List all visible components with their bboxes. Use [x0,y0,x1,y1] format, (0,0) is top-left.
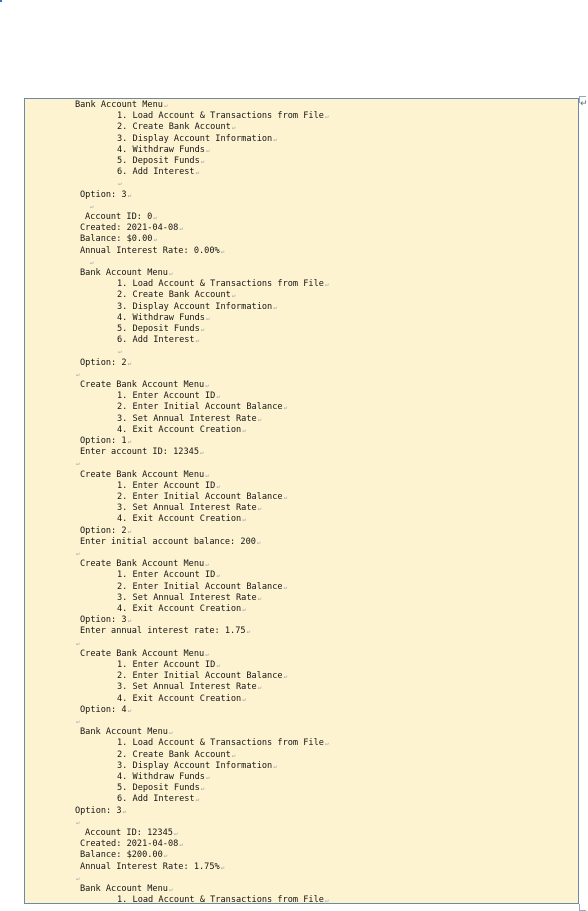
paragraph-mark-icon: ↵ [283,583,288,591]
console-line [117,290,235,301]
console-line-text: 2. Create Bank Account [117,290,231,301]
console-line-text: 3. Set Annual Interest Rate [117,592,257,603]
paragraph-mark-icon: ↵ [179,225,183,233]
console-line-text: 4. Exit Account Creation [117,604,242,614]
console-line-text: 4. Exit Account Creation [117,693,242,704]
paragraph-mark-icon: ↵ [168,886,173,893]
console-line-text: 3. Set Annual Interest Rate [117,503,257,514]
paragraph-mark-icon: ↵ [200,785,205,793]
console-line [117,761,277,772]
paragraph-mark-icon: ↵ [231,124,236,132]
paragraph-mark-icon: ↵ [195,796,200,804]
console-line-text: 3. Display Account Information [117,301,273,312]
paragraph-mark-icon: ↵ [216,572,220,580]
console-line-text: Option: 2 [80,357,127,368]
paragraph-mark-icon: ↵ [216,393,220,401]
console-line-text: 3. Display Account Information [117,760,273,771]
console-line [117,582,287,593]
paragraph-mark-icon: ↵ [76,550,80,557]
console-line [85,828,178,839]
console-line [117,772,210,783]
console-line-text: Bank Account Menu [80,727,168,738]
paragraph-mark-icon: ↵ [283,673,288,681]
paragraph-mark-icon: ↵ [205,774,210,781]
paragraph-mark-icon: ↵ [257,684,262,692]
paragraph-mark-icon: ↵ [127,706,132,714]
paragraph-mark-icon: ↵ [257,505,262,513]
console-line-text: 4. Withdraw Funds [117,144,205,155]
paragraph-mark-icon: ↵ [324,897,329,905]
paragraph-mark-icon: ↵ [242,426,246,434]
console-line [117,134,277,145]
paragraph-mark-icon: ↵ [127,438,132,445]
console-line [117,570,220,581]
console-line [117,178,122,189]
paragraph-mark-icon: ↵ [205,650,209,658]
paragraph-mark-icon: ↵ [283,404,288,412]
console-line-text: Option: 3 [80,189,127,200]
console-line [89,201,94,212]
console-line [75,369,80,380]
console-line-text: Bank Account Menu [75,100,163,110]
console-line-text: 4. Exit Account Creation [117,514,242,525]
console-line-text: Balance: $200.00 [80,850,163,861]
console-line [117,750,235,761]
paragraph-mark-icon: ↵ [273,762,277,770]
paragraph-mark-icon: ↵ [122,807,127,815]
paragraph-mark-icon: ↵ [256,538,261,546]
paragraph-mark-icon: ↵ [76,460,80,468]
paragraph-mark-icon: ↵ [257,594,262,602]
console-line [117,492,287,503]
console-line-text: 3. Set Annual Interest Rate [117,413,257,424]
console-line [80,246,224,257]
paragraph-mark-icon: ↵ [205,314,210,322]
console-line-text: Option: 3 [75,805,122,816]
console-line-text: 4. Withdraw Funds [117,312,205,323]
console-line [80,649,209,660]
console-line [85,212,157,223]
console-line [75,873,80,884]
paragraph-mark-icon: ↵ [168,729,173,737]
console-line [80,615,131,626]
console-line [117,346,122,357]
console-line [117,391,220,402]
console-line [80,447,204,458]
console-line-text: Option: 1 [80,436,127,446]
console-line [117,738,329,749]
console-line-text: 6. Add Interest [117,167,195,178]
console-line [80,884,173,895]
console-line [80,727,173,738]
console-line [117,313,210,324]
console-line [117,402,287,413]
console-line-text: 1. Enter Account ID [117,570,216,581]
paragraph-mark-icon: ↵ [153,214,157,221]
console-line [117,414,261,425]
console-line-text: 2. Enter Initial Account Balance [117,402,283,413]
console-line [117,783,204,794]
console-line [80,850,167,861]
console-line [75,548,80,559]
console-line-text: Option: 4 [80,704,127,715]
console-line [117,694,246,705]
paragraph-mark-icon: ↵ [195,337,200,345]
console-line-text: 3. Display Account Information [117,133,273,144]
paragraph-mark-icon: ↵ [324,740,329,748]
console-output-text-box[interactable] [24,98,579,904]
console-line [117,503,261,514]
paragraph-mark-icon: ↵ [179,841,183,849]
console-line [89,257,94,268]
console-line [117,156,204,167]
console-line-text: 1. Load Account & Transactions from File [117,895,324,906]
paragraph-mark-icon: ↵ [127,527,132,535]
console-line-text: Account ID: 0 [85,212,153,222]
console-line [75,100,168,111]
paragraph-mark-icon: ↵ [231,751,236,759]
console-line-text: 3. Set Annual Interest Rate [117,682,257,693]
paragraph-mark-icon: ↵ [200,326,205,333]
paragraph-mark-icon: ↵ [127,359,132,367]
console-line-text: Option: 2 [80,525,127,536]
paragraph-mark-icon: ↵ [76,718,80,725]
console-line [75,458,80,469]
console-line [80,559,209,570]
console-line-text: Balance: $0.00 [80,234,153,245]
console-line [75,817,80,828]
paragraph-mark-icon: ↵ [246,628,251,636]
console-line [80,526,131,537]
paragraph-mark-icon: ↵ [90,202,94,210]
paragraph-mark-icon: ↵ [273,135,277,143]
console-line-text: Enter account ID: 12345 [80,447,199,458]
paragraph-mark-icon: ↵ [205,382,209,389]
paragraph-mark-icon: ↵ [257,415,262,423]
console-line [80,358,131,369]
console-line-text: Enter annual interest rate: 1.75 [80,626,246,637]
console-line [80,626,250,637]
console-line [75,638,80,649]
console-line [117,425,246,436]
console-line-text: Created: 2021-04-08 [80,223,179,234]
console-line-text: 5. Deposit Funds [117,156,200,166]
console-line-text: Create Bank Account Menu [80,559,205,570]
console-line-text: 5. Deposit Funds [117,324,200,334]
console-line [80,862,224,873]
console-line-text: 2. Enter Initial Account Balance [117,581,283,592]
paragraph-mark-icon: ↵ [220,247,225,255]
console-line [117,111,329,122]
page-corner-marker [0,0,2,2]
console-line [80,223,183,234]
paragraph-mark-icon: ↵ [242,606,246,613]
console-line-text: Account ID: 12345 [85,828,173,838]
console-line [117,122,235,133]
console-line [117,302,277,313]
console-line [80,268,173,279]
console-line [80,705,131,716]
console-line-text: Create Bank Account Menu [80,380,205,390]
console-line [117,145,210,156]
paragraph-mark-icon: ↵ [283,494,288,501]
console-line [117,324,204,335]
console-line [80,470,209,481]
console-line-text: 1. Load Account & Transactions from File [117,111,324,122]
paragraph-mark-icon: ↵ [205,146,210,154]
console-line [80,839,183,850]
paragraph-mark-icon: ↵ [195,169,200,177]
paragraph-mark-icon: ↵ [163,852,168,860]
paragraph-mark-icon: ↵ [118,348,122,356]
console-line-text: Annual Interest Rate: 1.75% [80,861,220,872]
console-line [80,234,157,245]
paragraph-mark-icon: ↵ [273,303,277,311]
console-line [117,604,246,615]
console-line-text: Bank Account Menu [80,268,168,278]
paragraph-mark-icon: ↵ [127,617,132,625]
console-line-text: 5. Deposit Funds [117,783,200,794]
text-box-bottom-right-handle [579,904,586,911]
console-line-text: 2. Enter Initial Account Balance [117,492,283,502]
paragraph-mark-icon: ↵ [127,191,132,199]
paragraph-mark-icon: ↵ [173,830,178,837]
paragraph-mark-icon: ↵ [205,471,209,479]
console-line [117,514,246,525]
paragraph-mark-icon: ↵ [163,102,168,109]
paragraph-mark-icon: ↵ [205,561,209,569]
console-line [117,279,329,290]
console-line [117,682,261,693]
console-line [117,794,199,805]
console-line-text: Created: 2021-04-08 [80,839,179,850]
console-line [117,671,287,682]
paragraph-mark-icon: ↵ [242,516,246,524]
console-line [80,380,209,391]
console-line [117,481,220,492]
paragraph-mark-icon: ↵ [216,662,220,669]
paragraph-mark-icon: ↵ [216,482,220,490]
paragraph-mark-icon: ↵ [200,158,205,165]
paragraph-mark-icon: ↵ [118,180,122,188]
console-line-text: 1. Enter Account ID [117,480,216,491]
console-line-text: 1. Enter Account ID [117,391,216,402]
paragraph-mark-icon: ↵ [200,449,204,457]
console-line-text: 6. Add Interest [117,335,195,346]
paragraph-mark-icon: ↵ [324,113,329,121]
console-line-text: 1. Enter Account ID [117,660,216,670]
console-line [80,537,261,548]
console-line [117,593,261,604]
console-line [117,660,220,671]
console-line [75,716,80,727]
paragraph-mark-icon: ↵ [220,863,225,871]
paragraph-mark-icon: ↵ [242,695,246,703]
paragraph-mark-icon: ↵ [168,270,173,277]
paragraph-mark-icon: ↵ [76,639,80,647]
console-line [75,806,126,817]
console-line-text: Bank Account Menu [80,884,168,894]
console-line-text: Create Bank Account Menu [80,648,205,659]
paragraph-mark-icon: ↵ [153,236,158,244]
paragraph-mark-icon: ↵ [76,874,80,882]
console-line [117,335,199,346]
console-line-text: Annual Interest Rate: 0.00% [80,245,220,256]
anchor-arrow-icon: ↵ [580,99,588,109]
console-line-text: 2. Create Bank Account [117,122,231,133]
console-line-text: Enter initial account balance: 200 [80,536,256,547]
paragraph-mark-icon: ↵ [76,818,80,826]
paragraph-mark-icon: ↵ [90,258,94,266]
console-line-text: 6. Add Interest [117,794,195,805]
console-line [117,167,199,178]
console-line-text: 2. Create Bank Account [117,749,231,760]
console-line-text: 1. Load Account & Transactions from File [117,738,324,749]
console-line-text: 2. Enter Initial Account Balance [117,671,283,682]
paragraph-mark-icon: ↵ [231,292,236,300]
paragraph-mark-icon: ↵ [76,370,80,378]
console-line [117,895,329,906]
console-line-text: Create Bank Account Menu [80,469,205,480]
console-line-text: 4. Withdraw Funds [117,772,205,782]
console-line [80,436,131,447]
console-line [80,190,131,201]
paragraph-mark-icon: ↵ [324,281,329,289]
console-line-text: 4. Exit Account Creation [117,424,242,435]
console-line-text: 1. Load Account & Transactions from File [117,279,324,290]
console-line-text: Option: 3 [80,615,127,626]
